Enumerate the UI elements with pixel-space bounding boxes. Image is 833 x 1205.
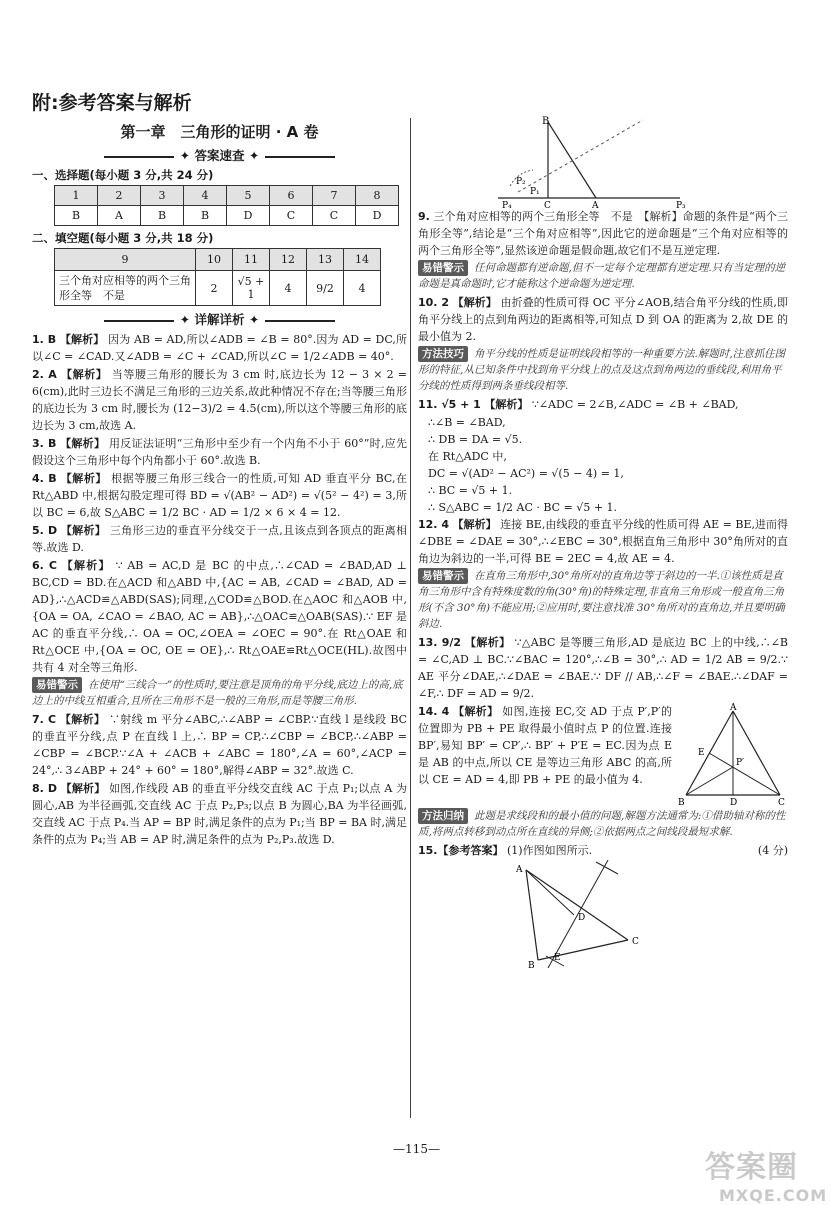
choice-num: 8 bbox=[356, 186, 399, 206]
label-a: A bbox=[592, 201, 599, 208]
choice-num: 6 bbox=[270, 186, 313, 206]
solution-7 bbox=[32, 711, 407, 779]
note-text: 角平分线的性质是证明线段相等的一种重要方法.解题时,注意抓住图形的特征,从已知条件中找到角平分线上的点及这点到角两边的垂线段,利用角平分线的性质得到两条垂线段相等. bbox=[418, 348, 786, 392]
note-badge: 方法归纳 bbox=[418, 808, 468, 824]
solution-line: DC = √(AD² − AC²) = √(5 − 4) = 1, bbox=[428, 467, 624, 480]
column-divider bbox=[410, 118, 411, 1118]
solution-line: ∴ DB = DA = √5. bbox=[428, 433, 523, 446]
solution-14-block bbox=[418, 703, 788, 807]
chapter-title: 第一章 三角形的证明 · A 卷 bbox=[120, 123, 319, 141]
note-badge: 易错警示 bbox=[32, 677, 82, 693]
fill-num: 13 bbox=[307, 249, 344, 271]
solution-11 bbox=[418, 396, 788, 413]
solution-line: ∴ BC = √5 + 1. bbox=[428, 484, 513, 497]
note-badge: 易错警示 bbox=[418, 260, 468, 276]
solution-number: 8. D bbox=[32, 782, 57, 795]
solution-number: 6. C bbox=[32, 559, 57, 572]
solution-number: 4. B bbox=[32, 472, 57, 485]
solution-line: ∴ S△ABC = 1/2 AC · BC = √5 + 1. bbox=[428, 501, 618, 514]
solution-text: 三角形三边的垂直平分线交于一点,且该点到各顶点的距离相等.故选 D. bbox=[32, 524, 408, 554]
solution-text: 三个角对应相等的两个三角形全等 不是 【解析】命题的条件是“两个三角形全等”,结论是“三个角对应相等”,因此它的逆命题是“三个角对应相等的两个三角形全等”,显然该逆命题是假命题,故它们不是互逆定理. bbox=[418, 210, 788, 257]
solution-number: 1. B bbox=[32, 333, 57, 346]
label-a: A bbox=[516, 865, 523, 875]
choice-num: 4 bbox=[184, 186, 227, 206]
solution-3 bbox=[32, 435, 407, 469]
arc-mark-top bbox=[596, 862, 618, 874]
label-p4: P₄ bbox=[502, 201, 512, 208]
analysis-tag: 【解析】 bbox=[453, 705, 499, 718]
fill-answer: 4 bbox=[344, 271, 381, 306]
score-label: (4 分) bbox=[757, 844, 788, 857]
figure-8-construction bbox=[418, 112, 718, 208]
solution-line: ∵∠ADC = 2∠B,∠ADC = ∠B + ∠BAD, bbox=[531, 398, 739, 411]
solution-number: 15. bbox=[418, 844, 438, 857]
fill-answer: 9/2 bbox=[307, 271, 344, 306]
solution-15 bbox=[418, 842, 788, 859]
solution-text: ∵△ABC 是等腰三角形,AD 是底边 BC 上的中线,∴∠B = ∠C,AD ⊥ BC.∵∠BAC = 120°,∴∠B = 30°,∴ AD = 1/2 AB = 9/2.∵ AE 平分∠DAE,∴∠DAE = ∠BAE.∵ DF // AB,∴∠F = ∠BAE.∴∠DAF = ∠F,∴ DF = AD = 9/2. bbox=[418, 636, 788, 700]
label-p-prime: P′ bbox=[736, 758, 745, 768]
analysis-tag: 【解析】 bbox=[60, 437, 106, 450]
label-c: C bbox=[632, 937, 639, 947]
right-column bbox=[418, 112, 788, 970]
side-ac bbox=[733, 711, 780, 795]
reference-answer-tag: 【参考答案】 bbox=[437, 844, 504, 857]
solution-13 bbox=[418, 634, 788, 702]
analysis-tag: 【解析】 bbox=[452, 296, 497, 309]
analysis-tag: 【解析】 bbox=[60, 472, 108, 485]
fill-answer: 三个角对应相等的两个三角形全等 不是 bbox=[55, 271, 196, 306]
solution-text: 因为 AB = AD,所以∠ADB = ∠B = 80°.因为 AD = DC,所以∠C = ∠CAD.又∠ADB = ∠C + ∠CAD,所以∠C = 1/2∠ADB = 40°. bbox=[32, 333, 408, 363]
choice-answer: D bbox=[227, 206, 270, 226]
choice-answer: D bbox=[356, 206, 399, 226]
side-ba bbox=[548, 122, 596, 198]
solution-5 bbox=[32, 522, 407, 556]
note-error-warning-9 bbox=[418, 260, 788, 292]
perpendicular-bisector bbox=[518, 120, 643, 192]
solution-text: (1)作图如图所示. bbox=[507, 844, 593, 857]
label-d: D bbox=[730, 798, 738, 807]
choice-num: 3 bbox=[141, 186, 184, 206]
detailed-label: 详解详析 bbox=[194, 312, 245, 327]
solution-1 bbox=[32, 331, 407, 365]
fill-answer: √5 + 1 bbox=[233, 271, 270, 306]
detailed-banner: ✦ 详解详析 ✦ bbox=[32, 310, 407, 328]
label-p1: P₁ bbox=[530, 187, 540, 197]
analysis-tag: 【解析】 bbox=[484, 398, 529, 411]
fill-heading: 二、填空题(每小题 3 分,共 18 分) bbox=[32, 231, 214, 245]
fill-num: 12 bbox=[270, 249, 307, 271]
label-a: A bbox=[730, 703, 737, 713]
segment-ad bbox=[526, 870, 574, 915]
solution-text: 用反证法证明“三角形中至少有一个内角不小于 60°”时,应先假设这个三角形中每个内角都小于 60°.故选 B. bbox=[32, 437, 408, 467]
segment-bp bbox=[686, 767, 733, 795]
analysis-tag: 【解析】 bbox=[59, 333, 105, 346]
solution-number: 12. 4 bbox=[418, 518, 449, 531]
note-badge: 易错警示 bbox=[418, 568, 468, 584]
solution-number: 2. A bbox=[32, 368, 57, 381]
analysis-tag: 【解析】 bbox=[464, 636, 511, 649]
label-d: D bbox=[578, 913, 586, 923]
solution-line: 在 Rt△ADC 中, bbox=[428, 450, 507, 463]
solution-text: 如图,作线段 AB 的垂直平分线交直线 AC 于点 P₁;以点 A 为圆心,AB 为半径画弧,交直线 AC 于点 P₂,P₃;以点 B 为圆心,BA 为半径画弧,交直线 AC 于点 P₄.当 AP = BP 时,满足条件的点为 P₁;当 BP = BA 时,满足条件的点为 P₄;当 AB = AP 时,满足条件的点为 P₂,P₃.故选 D. bbox=[32, 782, 407, 846]
choice-num: 5 bbox=[227, 186, 270, 206]
solution-number: 7. C bbox=[32, 713, 57, 726]
solution-text: ∵射线 m 平分∠ABC,∴∠ABP = ∠CBP.∵直线 l 是线段 BC 的垂直平分线,点 P 在直线 l 上,∴ BP = CP,∴∠CBP = ∠BCP,∴∠ABP = ∠CBP = ∠BCP.∵∠A + ∠ACB + ∠ABC = 180°,∠A = 60°,∠ACP = 24°,∴ 3∠ABP + 24° + 60° = 180°,解得∠ABP = 32°.故选 C. bbox=[32, 713, 408, 777]
solution-10 bbox=[418, 294, 788, 345]
choice-answer: C bbox=[270, 206, 313, 226]
left-column bbox=[32, 88, 407, 849]
solution-line: ∴∠B = ∠BAD, bbox=[428, 416, 506, 429]
fill-num: 14 bbox=[344, 249, 381, 271]
choice-num: 1 bbox=[55, 186, 98, 206]
solution-number: 14. 4 bbox=[418, 705, 450, 718]
solution-9 bbox=[418, 208, 788, 259]
note-error-warning-12 bbox=[418, 568, 788, 632]
figure-14-triangle bbox=[678, 703, 788, 807]
choice-answer: B bbox=[55, 206, 98, 226]
choice-num: 7 bbox=[313, 186, 356, 206]
fill-answer: 4 bbox=[270, 271, 307, 306]
fill-answer: 2 bbox=[196, 271, 233, 306]
analysis-tag: 【解析】 bbox=[59, 713, 106, 726]
label-b: B bbox=[542, 116, 550, 127]
analysis-tag: 【解析】 bbox=[60, 782, 106, 795]
note-text: 在直角三角形中,30°角所对的直角边等于斜边的一半.①该性质是直角三角形中含有特殊度数的角(30°角)的特殊定理,非直角三角形或一般直角三角形(不含 30°角)不能应用;②应用时,要注意找准 30°角所对的直角边,并且要明确斜边. bbox=[418, 570, 785, 630]
solution-number: 10. 2 bbox=[418, 296, 450, 309]
choice-answer-table bbox=[54, 185, 399, 226]
watermark bbox=[705, 1142, 827, 1205]
note-text: 任何命题都有逆命题,但不一定每个定理都有逆定理.只有当定理的逆命题是真命题时,它才能称这个逆命题为逆定理. bbox=[418, 262, 786, 290]
solution-8 bbox=[32, 780, 407, 848]
choice-answer: A bbox=[98, 206, 141, 226]
fill-answer-table bbox=[54, 248, 381, 306]
label-p2: P₂ bbox=[516, 177, 526, 187]
page-number: —115— bbox=[393, 1142, 440, 1156]
note-method-tip bbox=[418, 346, 788, 394]
solution-number: 11. √5 + 1 bbox=[418, 398, 481, 411]
analysis-tag: 【解析】 bbox=[60, 368, 108, 381]
fill-num: 9 bbox=[55, 249, 196, 271]
choice-answer: C bbox=[313, 206, 356, 226]
choice-answer: B bbox=[141, 206, 184, 226]
label-c: C bbox=[778, 798, 785, 807]
analysis-tag: 【解析】 bbox=[61, 559, 111, 572]
solution-2 bbox=[32, 366, 407, 434]
note-badge: 方法技巧 bbox=[418, 346, 468, 362]
segment-ec bbox=[709, 753, 780, 795]
solution-text: 根据等腰三角形三线合一的性质,可知 AD 垂直平分 BC,在 Rt△ABD 中,根据勾股定理可得 BD = √(AB² − AD²) = √(5² − 4²) = 3,所以 BC = 6,故 S△ABC = 1/2 BC · AD = 1/2 × 6 × 4 = 12. bbox=[32, 472, 408, 519]
solution-number: 3. B bbox=[32, 437, 57, 450]
main-title: 附:参考答案与解析 bbox=[32, 92, 192, 114]
solution-text: 如图,连接 EC,交 AD 于点 P′,P′的位置即为 PB + PE 取得最小值时点 P 的位置.连接 BP′,易知 BP′ = CP′,∴ BP′ + P′E = EC.因为点 E 是 AB 的中点,所以 CE 是等边三角形 ABC 的高,所以 CE = AD = 4,即 PB + PE 的最小值为 4. bbox=[418, 705, 673, 786]
solution-number: 5. D bbox=[32, 524, 58, 537]
side-bc bbox=[538, 940, 628, 960]
label-e: E bbox=[698, 748, 705, 758]
solution-4 bbox=[32, 470, 407, 521]
fill-num: 11 bbox=[233, 249, 270, 271]
choice-answer: B bbox=[184, 206, 227, 226]
solution-number: 9. bbox=[418, 210, 430, 223]
quick-answers-banner: ✦ 答案速查 ✦ bbox=[32, 146, 407, 164]
watermark-url: MXQE.COM bbox=[719, 1186, 828, 1205]
choice-heading: 一、选择题(每小题 3 分,共 24 分) bbox=[32, 168, 214, 182]
solution-text: 由折叠的性质可得 OC 平分∠AOB,结合角平分线的性质,即角平分线上的点到角两边的距离相等,可知点 D 到 OA 的距离为 2,故 DE 的最小值为 2. bbox=[418, 296, 788, 343]
label-p3: P₃ bbox=[676, 201, 686, 208]
analysis-tag: 【解析】 bbox=[60, 524, 107, 537]
choice-num: 2 bbox=[98, 186, 141, 206]
note-method-summary bbox=[418, 808, 788, 840]
figure-15-construction bbox=[508, 860, 708, 970]
fill-num: 10 bbox=[196, 249, 233, 271]
label-b: B bbox=[528, 961, 535, 970]
solution-number: 13. 9/2 bbox=[418, 636, 462, 649]
note-error-warning bbox=[32, 677, 407, 709]
solution-text: ∵ AB = AC,D 是 BC 的中点,∴∠CAD = ∠BAD,AD ⊥ BC,CD = BD.在△ACD 和△ABD 中,{AC = AB, ∠CAD = ∠BAD, AD = AD},∴△ACD≌△ABD(SAS);同理,△COD≌△BOD.在△AOC 和△AOB 中,{OA = OA, ∠CAO = ∠BAO, AC = AB},∴△OAC≌△OAB(SAS).∵ EF 是 AC 的垂直平分线,∴ OA = OC,∠OEA = ∠OEC = 90°.在 Rt△OAE 和 Rt△OCE 中,{OA = OC, OE = OE},∴ Rt△OAE≌Rt△OCE(HL).故图中共有 4 对全等三角形. bbox=[32, 559, 407, 674]
side-ac bbox=[526, 870, 628, 940]
analysis-tag: 【解析】 bbox=[452, 518, 497, 531]
note-text: 在使用“三线合一”的性质时,要注意是顶角的角平分线,底边上的高,底边上的中线互相重合,且所在三角形不是一般的三角形,而是等腰三角形. bbox=[32, 679, 403, 707]
note-text: 此题是求线段和的最小值的问题,解题方法通常为:①借助轴对称的性质,将两点转移到动点所在直线的异侧;②依据两点之间线段最短求解. bbox=[418, 810, 786, 838]
quick-answers-label: 答案速查 bbox=[194, 148, 245, 163]
label-c: C bbox=[544, 201, 551, 208]
solution-12 bbox=[418, 516, 788, 567]
label-b: B bbox=[678, 798, 685, 807]
label-e: E bbox=[554, 953, 561, 963]
solution-6 bbox=[32, 557, 407, 676]
solution-text: 连接 BE,由线段的垂直平分线的性质可得 AE = BE,进而得∠DBE = ∠DAE = 30°,∴∠EBC = 30°,根据直角三角形中 30°角所对的直角边为斜边的一半,可得 BE = 2EC = 4,故 AE = 4. bbox=[418, 518, 789, 565]
watermark-title: 答案圈 bbox=[705, 1150, 798, 1185]
solution-text: 当等腰三角形的腰长为 3 cm 时,底边长为 12 − 3 × 2 = 6(cm),此时三边长不满足三角形的三边关系,故此种情况不存在;当等腰三角形的底边长为 3 cm 时,腰长为 (12−3)/2 = 4.5(cm),所以这个等腰三角形的底边长为 3 cm,故选 A. bbox=[32, 368, 407, 432]
side-ab bbox=[526, 870, 538, 960]
